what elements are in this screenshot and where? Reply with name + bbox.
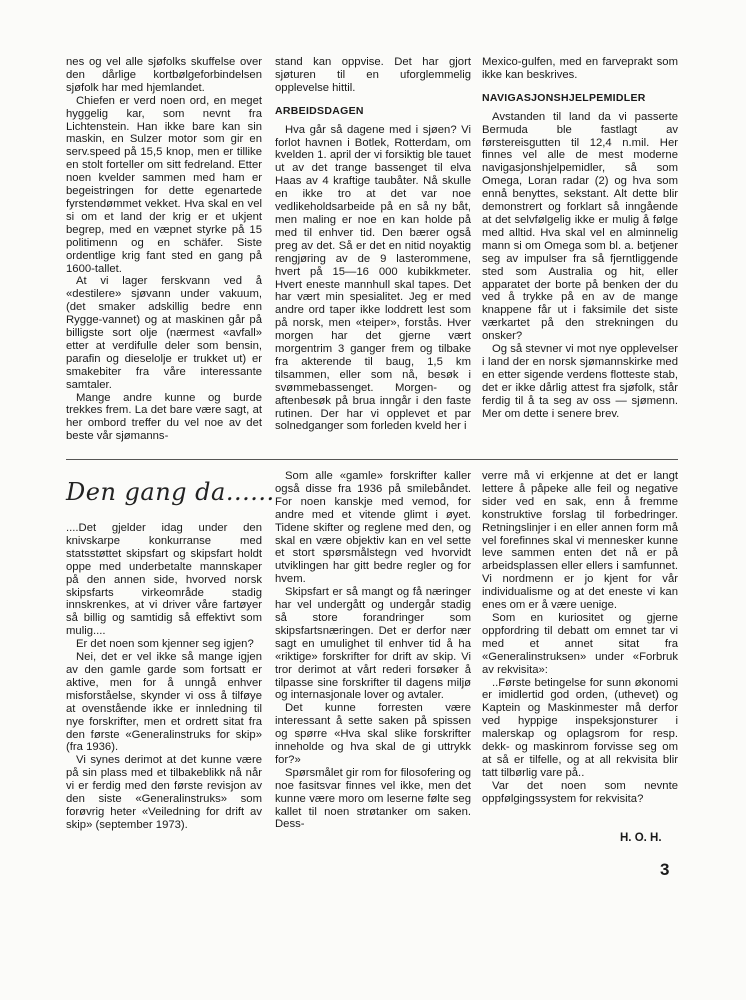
paragraph: Mexico-gulfen, med en farveprakt som ikke kan beskrives. (482, 56, 678, 81)
paragraph: Skipsfart er så mangt og få næringer har vel undergått og undergår stadig så store forandringer som skipsfartsnæringen. Det er derfor nær sagt en umulighet til enhver tid å ha «riktige» forskrifter for drift av skip. Vi tror derimot at vårt rederi forsøker å tilpasse sine forskrifter til dagens miljø og internasjonale lover og avtaler. (275, 586, 471, 702)
paragraph: Som alle «gamle» forskrifter kaller også disse fra 1936 på smilebåndet. For noen kanskje med vemod, for andre med et vitende glimt i øyet. Tidene skifter og reglene med den, og skal en være objektiv kan en vel sette et stort spørsmålstegn ved hvorvidt utviklingen har gitt bedre regler og for hvem. (275, 470, 471, 586)
paragraph: Som en kuriositet og gjerne oppfordring til debatt om emnet tar vi med et annet sitat fra «Generalinstruksen» under «Forbruk av rekvisita»: (482, 611, 678, 676)
section-heading-navigasjon: NAVIGASJONSHJELPEMIDLER (482, 91, 646, 104)
paragraph: Vi synes derimot at det kunne være på sin plass med et tilbakeblikk nå når vi er ferdig med den første revisjon av den siste «Generalinstruks» som forøvrig heter «Veiledning for drift av skip» (september 1973). (66, 754, 262, 831)
paragraph: Hva går så dagene med i sjøen? Vi forlot havnen i Botlek, Rotterdam, om kvelden 1. april der vi forsiktig ble tauet ut av det trange bassenget til elva Haas av 4 kraftige taubåter. Nå skulle en ikke tro at det var noe vedlikeholdsarbeide på en så ny båt, men maling er noe en kan holde på med til enhver tid. Den bærer også preg av det. Så er det en nitid noyaktig rengjøring av de 9 lasterommene, hvert på 15—16 000 kubikkmeter. Hvert eneste mannhull skal tapes. Det har vært min spesialitet. Jeg er med andre ord taper ikke loddrett lest som på norsk, men «teiper», forstås. Hver morgen har det gjerne vært morgentrim 3 ganger frem og tilbake fra akterende til baug, 1,5 km tilsammen, eller som nå, besøk i svømmebassenget. Morgen- og aftenbesøk på brua inngår i den faste rutinen. Der har vi opplevet et par solnedganger som forleden kveld her i (275, 123, 471, 433)
paragraph: verre må vi erkjenne at det er langt lettere å påpeke alle feil og negative sider ved en sak, enn å fremme konstruktive forslag til forbedringer. Retningslinjer i en eller annen form må vel forefinnes skal vi mennesker kunne leve sammen enten det nå er på arbeidsplassen eller ellers i samfunnet. Vi nordmenn er jo kjent for vår individualisme og at det eneste vi kan enes om er å være uenige. (482, 470, 678, 612)
author-signature: H. O. H. (620, 832, 662, 844)
paragraph: Er det noen som kjenner seg igjen? (76, 638, 254, 651)
article-column-3 (482, 56, 678, 420)
article-column-2 (275, 56, 471, 433)
quote-paragraph: ..Første betingelse for sunn økonomi er imidlertid god orden, (uthevet) og Kaptein og Maskinmester må derfor ved hyppige inspeksjonsturer i malerskap og oplagsrom for resp. dekk- og maskinrom forvisse seg om at så er tilfelle, og at all rekvisita blir tatt tilbørlig vare på.. (482, 676, 678, 779)
paragraph: stand kan oppvise. Det har gjort sjøturen til en uforglemmelig opplevelse hittil. (275, 56, 471, 94)
section-divider (66, 459, 678, 460)
page-number: 3 (660, 860, 670, 879)
editorial-column-2 (275, 470, 471, 831)
section-heading-arbeidsdagen: ARBEIDSDAGEN (275, 104, 364, 117)
paragraph: ....Det gjelder idag under den knivskarpe konkurranse med statsstøttet skipsfart og skipsfart holdt oppe med underbetalte mannskaper på den annen side, hvorved norsk skipsfarts virkeområde stadig innskrenkes, at vi driver våre fartøyer så billig og samtidig så effektivt som mulig.... (66, 522, 262, 638)
paragraph: Spørsmålet gir rom for filosofering og noe fasitsvar finnes vel ikke, men det kunne være moro om leserne følte seg kallet til noen strøtanker om saken. Dess- (275, 766, 471, 831)
paragraph: Var det noen som nevnte oppfølgingssystem for rekvisita? (482, 779, 678, 805)
editorial-title: Den gang da...... (66, 478, 275, 506)
paragraph: Chiefen er verd noen ord, en meget hyggelig kar, som nevnt fra Lichtenstein. Han ikke bare kan sin maskin, en Sulzer motor som gir en serv.speed på 15,5 knop, men er tillike en stolt forteller om sitt fedreland. Etter noen kvelder sammen med ham er begeistringen for dette egenartede fyrstendømmet vekket. Hva skal en vel si om et land der krig er et ukjent begrep, med en væpnet styrke på 15 politimenn og en schäfer. Siste ordentlige krig fant sted en gang på 1600-tallet. (66, 94, 262, 275)
paragraph: At vi lager ferskvann ved å «destilere» sjøvann under vakuum, (det smaker adskillig bedre enn Rygge-vannet) og at maskinen går på billigste sort olje (nærmest «avfall» etter at verdifulle deler som bensin, parafin og dieselolje er trukket ut) er smakebiter fra våre interessante samtaler. (66, 275, 262, 391)
paragraph: Mange andre kunne og burde trekkes frem. La det bare være sagt, at her ombord treffer du vel noe av det beste vår sjømanns- (66, 391, 262, 443)
editorial-column-1 (66, 522, 262, 832)
paragraph: Avstanden til land da vi passerte Bermuda ble fastlagt av førstereisgutten til 12,4 n.mil. Her finnes vel alle de mest moderne navigasjonshjelpemidler, så som Omega, Loran radar (2) og hva som ennå benyttes, sekstant. Alt dette blir demonstrert og forklart så inngående at det selvfølgelig ikke er mulig å følge med alltid. Hva skal vel en alminnelig mann si om Omega som bl. a. betjener seg av impulser fra så fjerntliggende sted som Australia og hit, eller apparatet der borte på benken der du ved å trykke på en av de mange knappene får ut i faksimile det siste værkartet på den strekningen du onsker? (482, 110, 678, 343)
paragraph: Det kunne forresten være interessant å sette saken på spissen og spørre «Hva skal slike forskrifter inneholde og hva skal de gi uttrykk for?» (275, 702, 471, 766)
editorial-column-3 (482, 470, 678, 806)
article-column-1 (66, 56, 262, 443)
paragraph: Nei, det er vel ikke så mange igjen av den gamle garde som fortsatt er aktive, men for å unngå enhver misforståelse, skynder vi oss å tilføye at ovenstående ikke er innledning til nye forskrifter, men et ordrett sitat fra den første «Generalinstruks for skip» (fra 1936). (66, 651, 262, 754)
paragraph: nes og vel alle sjøfolks skuffelse over den dårlige kortbølgeforbindelsen sjøfolk har med hjemlandet. (66, 56, 262, 94)
paragraph: Og så stevner vi mot nye opplevelser i land der en norsk sjømannskirke med en etter sigende verdens flotteste stab, det er ikke dårlig attest fra sjøfolk, står ferdig til å ta seg av oss — sjømenn. Mer om dette i senere brev. (482, 343, 678, 420)
